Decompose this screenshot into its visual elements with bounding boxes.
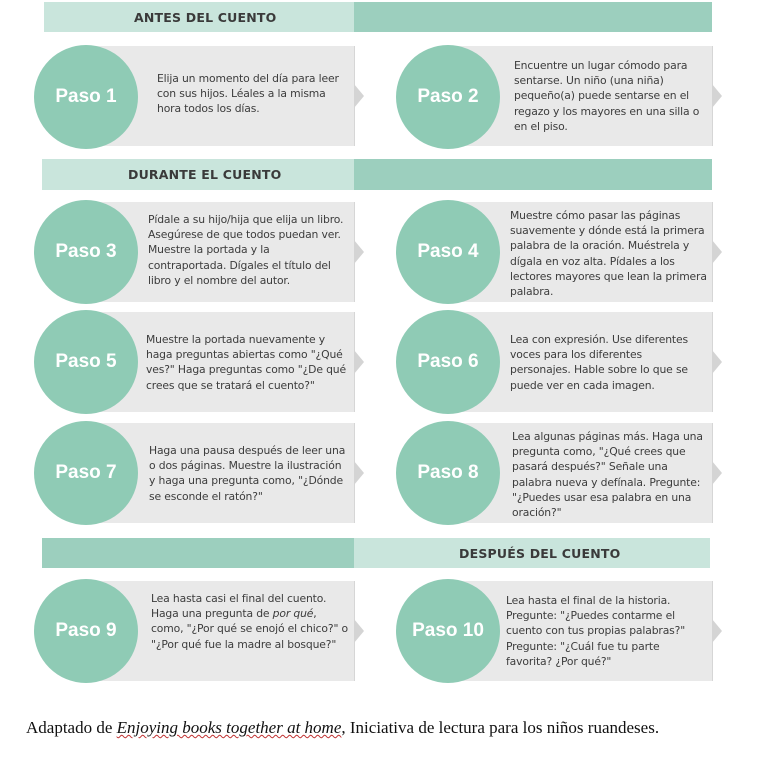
step-circle-4: Paso 4 [396,200,500,304]
section-header-durante-dark [354,159,712,190]
step-circle-8: Paso 8 [396,421,500,525]
step-text-9-part1: Lea hasta casi el final del cuento. Haga una pregunta de [151,592,327,621]
step-text-9-italic: por qué [272,607,314,621]
step-card-6-arrow [712,350,722,374]
step-text-5: Muestre la portada nuevamente y haga preguntas abiertas como "¿Qué ves?" Haga preguntas como "¿De qué crees que se tratará el cuento?" [146,333,346,392]
step-card-3-arrow [354,240,364,264]
step-text-3: Pídale a su hijo/hija que elija un libro. Asegúrese de que todos puedan ver. Muestre la portada y la contraportada. Dígales el título del libro y el nombre del autor. [148,213,344,287]
section-header-despues-dark [42,538,354,568]
step-card-8-arrow [712,461,722,485]
step-circle-2: Paso 2 [396,45,500,149]
step-card-5-arrow [354,350,364,374]
caption-title: Enjoying books together at home [116,718,342,737]
step-text-10: Lea hasta el final de la historia. Pregunte: "¿Puedes contarme el cuento con tus propias palabras?" Pregunte: "¿Cuál fue tu parte favorita? ¿Por qué?" [506,594,686,668]
step-card-2-arrow [712,84,722,108]
step-text-9-part2: , como, "¿Por qué se enojó el chico?" o "¿Por qué fue la madre al bosque?" [151,607,349,651]
step-circle-10: Paso 10 [396,579,500,683]
step-text-6: Lea con expresión. Use diferentes voces para los diferentes personajes. Hable sobre lo que se puede ver en cada imagen. [510,333,688,392]
section-title-durante: DURANTE EL CUENTO [128,167,282,182]
step-circle-7: Paso 7 [34,421,138,525]
step-text-7: Haga una pausa después de leer una o dos páginas. Muestre la ilustración y haga una pregunta como, "¿Dónde se esconde el ratón?" [149,444,346,503]
step-card-1-arrow [354,84,364,108]
step-card-4-arrow [712,240,722,264]
step-circle-9: Paso 9 [34,579,138,683]
step-circle-6: Paso 6 [396,310,500,414]
step-text-2: Encuentre un lugar cómodo para sentarse. Un niño (una niña) pequeño(a) puede sentarse en el regazo y los mayores en una silla o en el piso. [514,59,700,133]
step-text-9 [151,591,349,652]
step-card-7-arrow [354,461,364,485]
section-header-antes [44,2,712,32]
section-title-antes: ANTES DEL CUENTO [134,9,277,25]
step-circle-5: Paso 5 [34,310,138,414]
step-text-1: Elija un momento del día para leer con sus hijos. Léales a la misma hora todos los días. [157,72,339,116]
source-caption [26,718,726,738]
step-card-10-arrow [712,619,722,643]
step-circle-1: Paso 1 [34,45,138,149]
section-title-despues: DESPUÉS DEL CUENTO [459,545,621,561]
step-circle-3: Paso 3 [34,200,138,304]
section-header-durante [42,159,712,190]
section-header-despues [42,538,710,568]
caption-suffix: , Iniciativa de lectura para los niños ruandeses. [341,718,660,737]
step-text-8: Lea algunas páginas más. Haga una pregunta como, "¿Qué crees que pasará después?" Señale una palabra nueva y defínala. Pregunte: "¿Puedes usar esa palabra en una oración?" [512,430,703,520]
step-card-9-arrow [354,619,364,643]
step-text-4: Muestre cómo pasar las páginas suavemente y dónde está la primera palabra de la oración. Muéstrela y dígala en voz alta. Pídales a los lectores mayores que lean la primera palabra. [510,209,707,299]
caption-prefix: Adaptado de [26,718,117,737]
section-header-antes-dark [354,2,712,32]
